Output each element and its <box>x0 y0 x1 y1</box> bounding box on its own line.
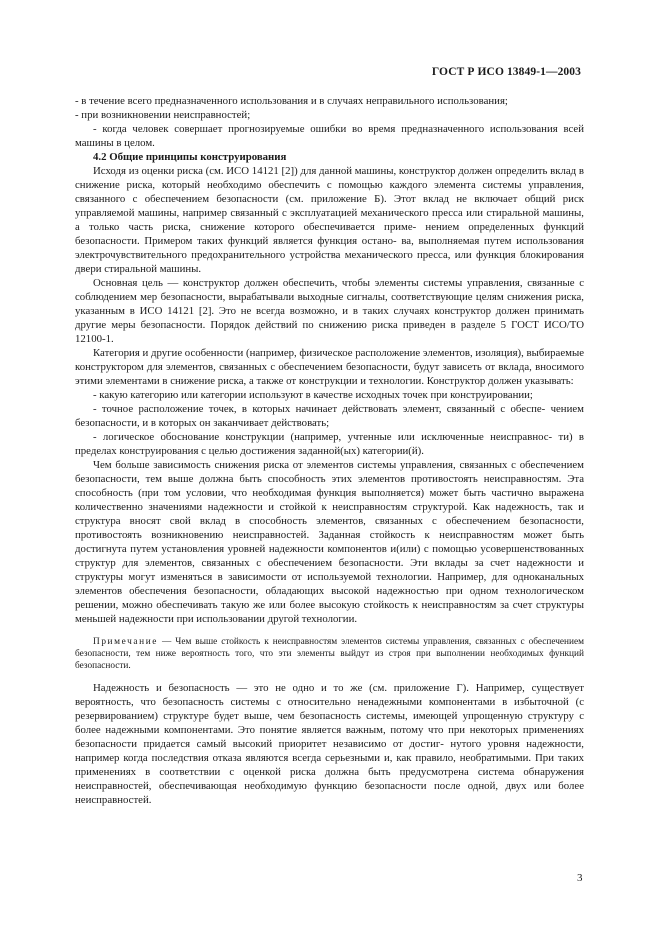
list-item: - в течение всего предназначенного использования и в случаях неправильного использования; <box>75 95 508 107</box>
section-number: 4.2 <box>93 151 107 163</box>
paragraph: Исходя из оценки риска (см. ИСО 14121 [2]) для данной машины, конструктор должен определить вклад в снижение риска, который необходимо обеспечить с помощью каждого элемента системы управления, связанного с обеспечением безопасности (см. приложение Б). Этот вклад не включает общий риск управляемой машины, например связанный с эксплуатацией механического пресса или стиральной машины, а только часть риска, снижение которого обеспечивается приме- нением определенных функций безопасности. Примером таких функций является функция остано- ва, выполняемая путем использования электрочувствительного предохранительного устройства механического пресса, или функция блокирования двери стиральной машины. <box>75 165 584 275</box>
document-header: ГОСТ Р ИСО 13849-1—2003 <box>431 66 581 78</box>
note-label: Примечание <box>93 637 158 647</box>
paragraph: Категория и другие особенности (например, физическое расположение элементов, изоляция), выбираемые конструктором для элементов, связанных с обеспечением безопасности, будут зависеть от вклада, вносимого этими элементами в снижение риска, а также от конструкции и технологии. Конструктор должен указывать: <box>75 347 585 387</box>
paragraph: Основная цель — конструктор должен обеспечить, чтобы элементы системы управления, связанные с соблюдением мер безопасности, вырабатывали выходные сигналы, соответствующие целям снижения риска, указанным в ИСО 14121 [2]. Это не всегда возможно, и в таких случаях конструктор должен принимать другие меры безопасности. Порядок действий по снижению риска приведен в разделе 5 ГОСТ ИСО/ТО 12100-1. <box>75 277 584 345</box>
paragraph: Чем больше зависимость снижения риска от элементов системы управления, связанных с обеспечением безопасности, тем выше должна быть способность этих элементов противостоять неисправностям. Эта способность (при том условии, что необходимая функция выполняется) может быть частично выражена количественно значениями надежности и стойкой к неисправностям структурой. Как надежность, так и структура вносят свой вклад в способность элементов, связанных с обеспечением безопасности, противостоять возникновению неисправностей. Заданная стойкость к неисправностям может быть достигнута путем установления уровней надежности компонентов и(или) с помощью усовершенствованных структур для элементов, связанных с обеспечением безопасности. Эти вклады за счет надежности и структуры могут изменяться в зависимости от используемой технологии. Например, для одноканальных элементов обеспечения безопасности, обладающих высокой надежностью при одном технологическом решении, можно обеспечивать такую же или более высокую стойкость к неисправностям за счет структуры меньшей надежности при использовании другой технологии. <box>75 459 584 625</box>
list-item: - логическое обоснование конструкции (например, учтенные или исключенные неисправнос- ти) в пределах конструирования с целью достижения заданной(ых) категории(й). <box>75 431 584 457</box>
document-body <box>75 94 584 807</box>
list-item: - когда человек совершает прогнозируемые ошибки во время предназначенного использования всей машины в целом. <box>75 123 584 149</box>
section-heading <box>75 150 584 164</box>
paragraph: Надежность и безопасность — это не одно и то же (см. приложение Г). Например, существует вероятность, что безопасность системы с относительно ненадежными компонентами в избыточной (с резервированием) структуре будет выше, чем безопасность системы, имеющей упрощенную структуру с более надежными компонентами. Это понятие является важным, потому что при некоторых применениях безопасности придается самый высокий приоритет независимо от достиг- нутого уровня надежности, например когда последствия отказа являются всегда серьезными и, как правило, необратимыми. При таких применениях в соответствии с оценкой риска должна быть предусмотрена система обнаружения неисправностей, обеспечивающая необходимую функцию безопасности после одной, двух или более неисправностей. <box>75 682 584 806</box>
list-item: - точное расположение точек, в которых начинает действовать элемент, связанный с обеспе- чением безопасности, и в которых он заканчивает действовать; <box>75 403 584 429</box>
list-item: - при возникновении неисправностей; <box>75 109 251 121</box>
page-number: 3 <box>577 872 583 884</box>
section-title: Общие принципы конструирования <box>109 151 287 163</box>
list-item: - какую категорию или категории используют в качестве исходных точек при конструировании; <box>93 389 533 401</box>
note <box>75 636 584 672</box>
note-text: — Чем выше стойкость к неисправностям элементов системы управления, связанных с обеспечением безопасности, тем ниже вероятность того, что эти элементы выйдут из строя при выполнении необходимых функций безопасности. <box>75 637 584 671</box>
